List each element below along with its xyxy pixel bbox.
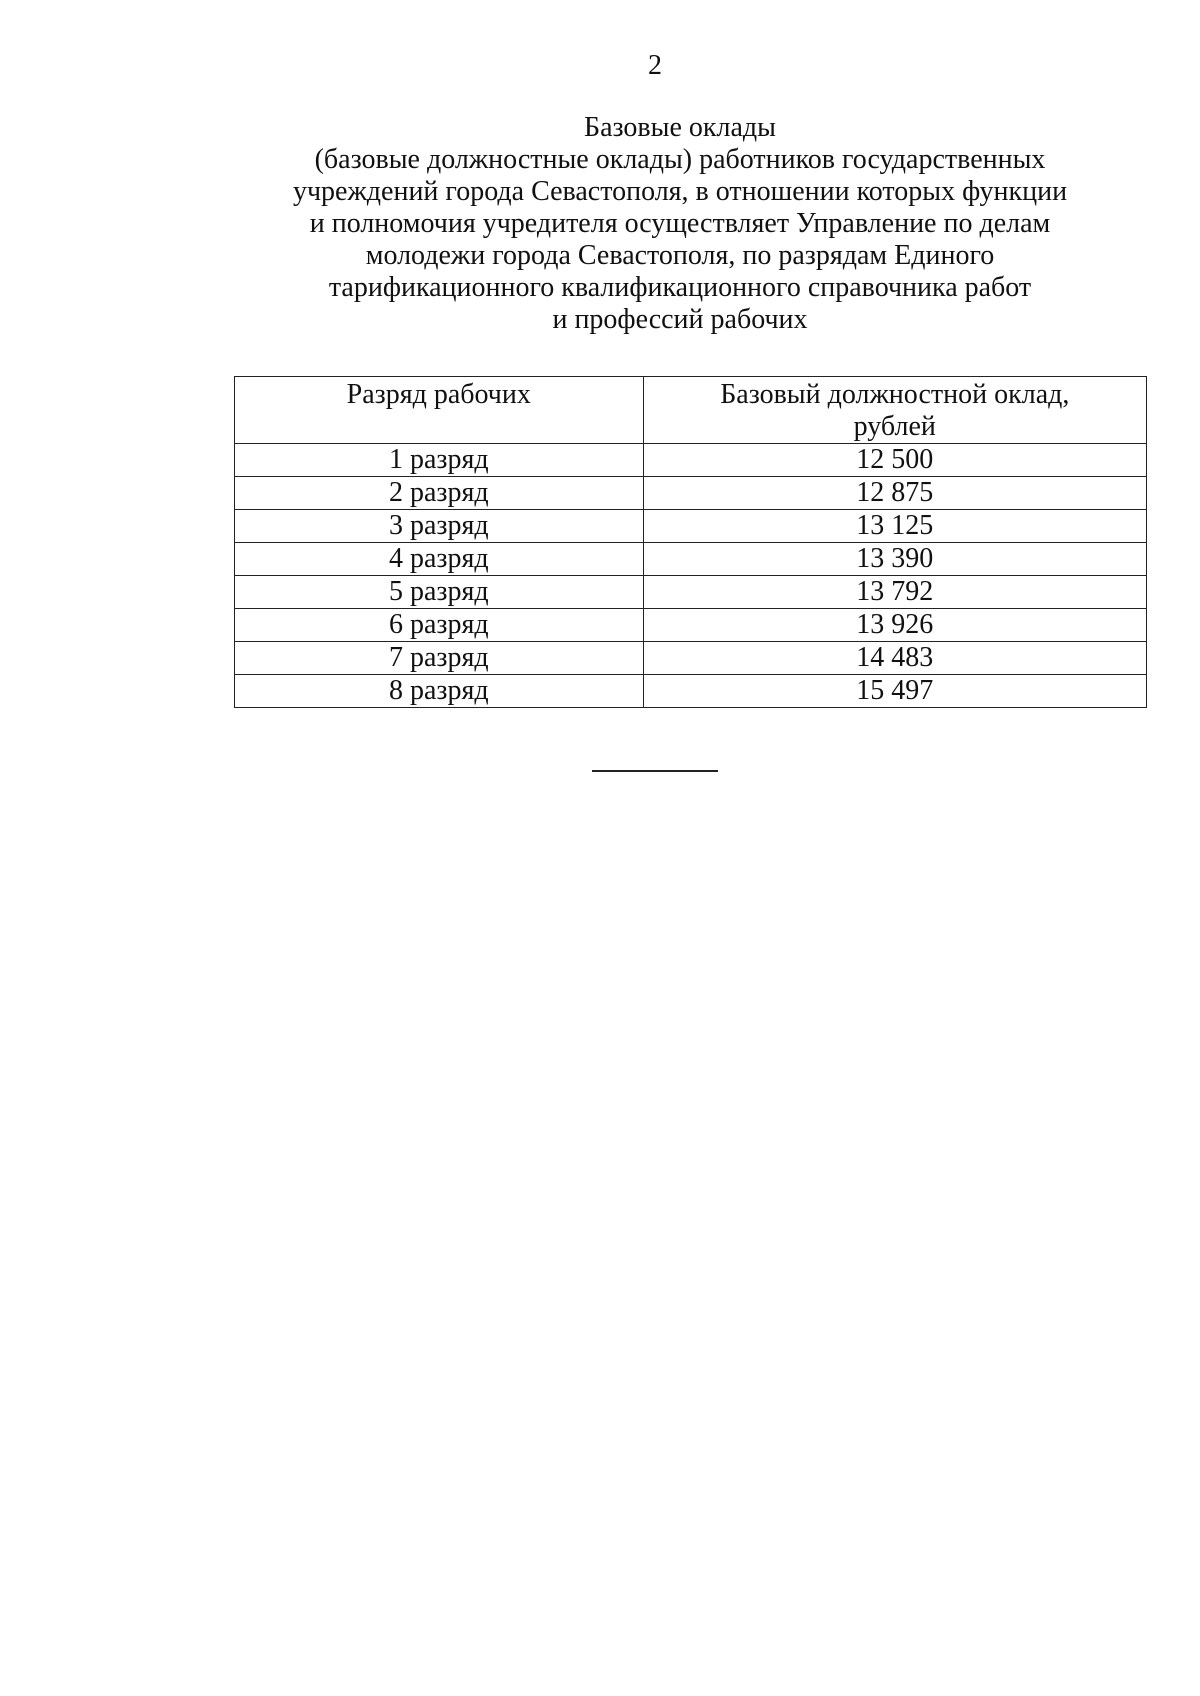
grade-cell: 2 разряд: [235, 477, 644, 510]
grade-cell: 5 разряд: [235, 576, 644, 609]
table-row: [235, 576, 1147, 609]
title-line: молодежи города Севастополя, по разрядам Единого: [365, 240, 995, 271]
title-line: учреждений города Севастополя, в отношении которых функции: [292, 176, 1068, 207]
salary-cell: 13 792: [643, 576, 1146, 609]
salary-table: [234, 376, 1147, 708]
title-line: (базовые должностные оклады) работников государственных: [314, 144, 1046, 175]
salary-cell: 13 926: [643, 609, 1146, 642]
header-salary-line2: рублей: [853, 411, 936, 442]
table-row: [235, 444, 1147, 477]
salary-cell: 13 125: [643, 510, 1146, 543]
salary-cell: 12 500: [643, 444, 1146, 477]
table-row: [235, 675, 1147, 708]
grade-cell: 6 разряд: [235, 609, 644, 642]
salary-cell: 13 390: [643, 543, 1146, 576]
title-line: и полномочия учредителя осуществляет Управление по делам: [309, 208, 1051, 239]
salary-cell: 12 875: [643, 477, 1146, 510]
salary-cell: 14 483: [643, 642, 1146, 675]
document-title: [200, 112, 1160, 336]
title-line: тарификационного квалификационного справочника работ: [328, 272, 1032, 303]
header-salary: [643, 377, 1146, 444]
grade-cell: 4 разряд: [235, 543, 644, 576]
grade-cell: 7 разряд: [235, 642, 644, 675]
table-row: [235, 543, 1147, 576]
header-grade: Разряд рабочих: [235, 377, 644, 444]
title-line: и профессий рабочих: [552, 304, 808, 335]
header-salary-line1: Базовый должностной оклад,: [720, 379, 1070, 410]
grade-cell: 8 разряд: [235, 675, 644, 708]
table-row: [235, 477, 1147, 510]
table-row: [235, 642, 1147, 675]
end-divider: [592, 770, 718, 772]
title-line: Базовые оклады: [584, 112, 776, 143]
table-row: [235, 609, 1147, 642]
table-row: [235, 510, 1147, 543]
page-number: 2: [648, 50, 662, 81]
grade-cell: 3 разряд: [235, 510, 644, 543]
salary-cell: 15 497: [643, 675, 1146, 708]
table-header-row: [235, 377, 1147, 444]
grade-cell: 1 разряд: [235, 444, 644, 477]
